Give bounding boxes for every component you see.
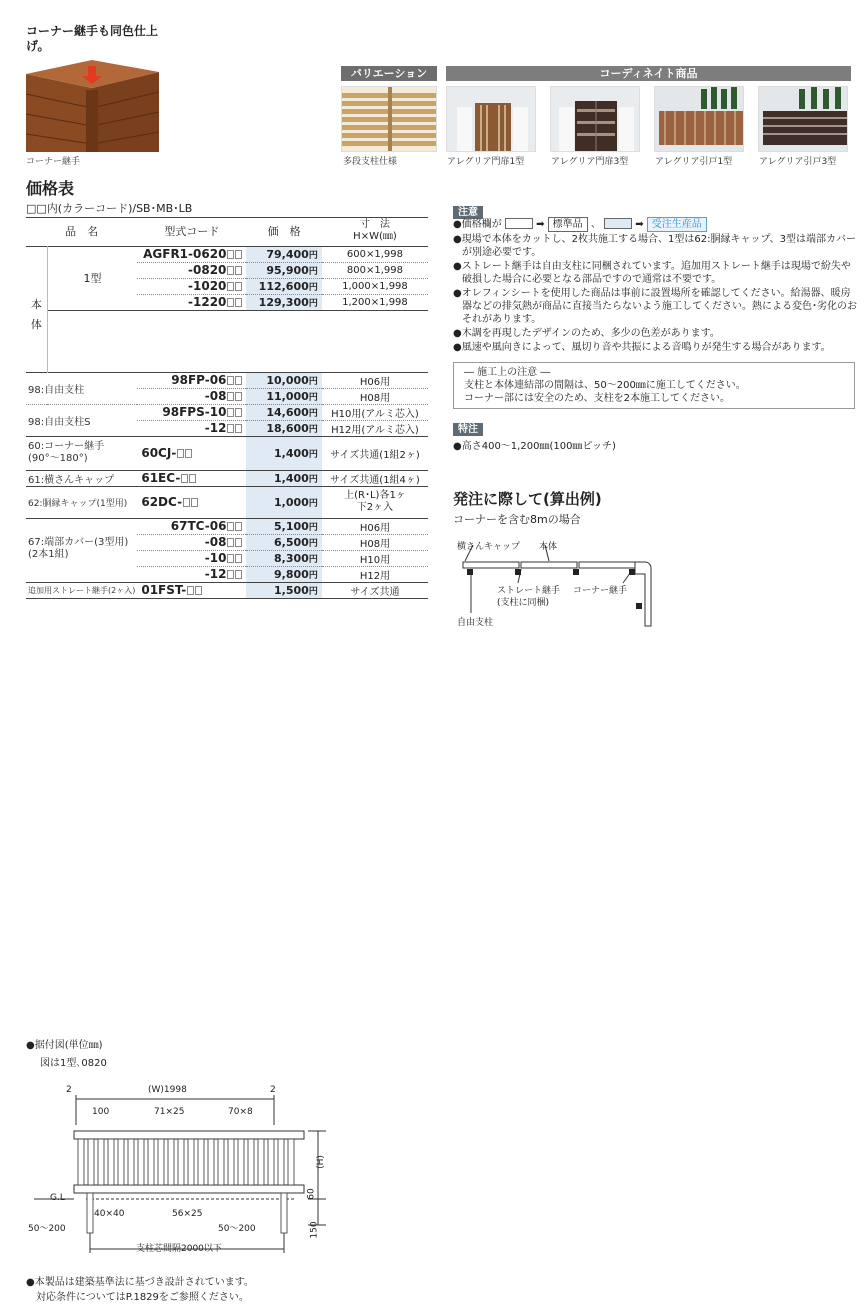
- part-size: H12用: [359, 570, 391, 582]
- part-size: サイズ共通(1組4ヶ): [330, 474, 420, 486]
- post-label: 自由支柱: [457, 618, 494, 628]
- corner-caption: コーナー継手: [26, 157, 81, 167]
- part-price: 9,800円: [246, 566, 322, 582]
- part-name: 61:横さんキャップ: [28, 474, 115, 486]
- header-code: 型式コード: [164, 224, 220, 238]
- caption-sliding-1: アレグリア引戸1型: [655, 157, 733, 167]
- dim-right-gap: 2: [270, 1085, 276, 1095]
- part-code: 98FP-06: [137, 372, 246, 388]
- part-name: 62:胴縁キャップ(1型用): [28, 498, 128, 509]
- body-label: 本 体: [26, 246, 47, 372]
- main-code: -1020: [137, 278, 246, 294]
- header-price: 価 格: [267, 224, 301, 238]
- part-price: 18,600円: [246, 420, 322, 436]
- part-code: 01FST-: [137, 582, 246, 598]
- dim-56x25: 56×25: [172, 1209, 203, 1219]
- thumb-sliding-1: [654, 86, 744, 152]
- note-item: ●ストレート継手は自由支柱に同梱されています。追加用ストレート継手は現場で紛失や破損した場合に必要となる部品ですので通常は不要です。: [453, 261, 851, 285]
- body-label: 本体: [539, 542, 558, 552]
- part-code: -12: [137, 566, 246, 582]
- dim-left-range: 50～200: [28, 1224, 66, 1234]
- made-to-order-label: 受注生産品: [647, 217, 707, 232]
- thumb-multi-post: [341, 86, 437, 152]
- order-subtitle: コーナーを含む8mの場合: [453, 513, 581, 526]
- part-price: 1,400円: [246, 436, 322, 470]
- main-price: 95,900円: [246, 262, 322, 278]
- part-name: 60:コーナー継手 (90°～180°): [28, 441, 105, 464]
- main-size: 600×1,998: [346, 248, 404, 260]
- gl-label: G.L: [50, 1193, 65, 1203]
- notes-list: [453, 217, 858, 355]
- main-code: -0820: [137, 262, 246, 278]
- part-price: 1,000円: [246, 486, 322, 518]
- thumb-gate-3: [550, 86, 640, 152]
- part-size: H08用: [359, 392, 391, 404]
- part-price: 14,600円: [246, 404, 322, 420]
- part-size: 上(R･L)各1ヶ 下2ヶ入: [344, 490, 406, 513]
- part-size: サイズ共通: [350, 586, 400, 598]
- part-size: H06用: [359, 522, 391, 534]
- dim-width: (W)1998: [148, 1085, 187, 1095]
- part-name: 67:端部カバー(3型用) (2本1組): [28, 536, 129, 560]
- type-label: 1型: [83, 272, 102, 285]
- part-name: 98:自由支柱: [28, 384, 85, 396]
- straight-label: ストレート継手: [497, 586, 561, 596]
- caption-gate-1: アレグリア門扉1型: [447, 157, 525, 167]
- caption-gate-3: アレグリア門扉3型: [551, 157, 629, 167]
- construction-note-line: 支柱と本体連結部の間隔は、50～200㎜に施工してください。: [464, 380, 746, 391]
- dim-40x40: 40×40: [94, 1209, 125, 1219]
- part-code: 98FPS-10: [137, 404, 246, 420]
- part-price: 8,300円: [246, 550, 322, 566]
- special-order-tag: 特注: [453, 423, 483, 436]
- dim-60: 60: [306, 1188, 317, 1200]
- corner-label: コーナー継手: [573, 586, 628, 596]
- note-item: ●木調を再現したデザインのため、多少の色差があります。: [453, 328, 720, 339]
- dim-right-range: 50～200: [218, 1224, 256, 1234]
- dim-spacing: 支柱芯間隔2000以下: [136, 1244, 222, 1254]
- main-code: -1220: [137, 294, 246, 310]
- part-code: -10: [137, 550, 246, 566]
- dim-100: 100: [92, 1107, 110, 1117]
- footer-note-2: 対応条件についてはP.1829をご参照ください。: [36, 1292, 249, 1303]
- main-size: 800×1,998: [346, 264, 404, 276]
- part-size: H12用(アルミ芯入): [331, 424, 419, 436]
- thumb-sliding-3: [758, 86, 848, 152]
- main-price: 129,300円: [246, 294, 322, 310]
- part-code: -08: [137, 534, 246, 550]
- thumb-gate-1: [446, 86, 536, 152]
- part-code: 67TC-06: [137, 518, 246, 534]
- note-item: ●現場で本体をカットし、2枚共施工する場合、1型は62:胴縁キャップ、3型は端部カバーが別途必要です。: [453, 234, 857, 258]
- price-table: [26, 216, 428, 599]
- part-code: 60CJ-: [137, 436, 246, 470]
- part-size: H06用: [359, 376, 391, 388]
- part-size: サイズ共通(1組2ヶ): [330, 449, 420, 461]
- part-name: 追加用ストレート継手(2ヶ入): [28, 585, 136, 595]
- main-price: 112,600円: [246, 278, 322, 294]
- header-name: 品 名: [65, 224, 99, 238]
- dim-left-gap: 2: [66, 1085, 72, 1095]
- part-size: H08用: [359, 538, 391, 550]
- dim-height: (H): [315, 1155, 326, 1169]
- installation-drawing: [26, 1085, 346, 1265]
- drawing-subtitle: 図は1型､0820: [40, 1058, 107, 1069]
- part-size: H10用: [359, 554, 391, 566]
- part-price: 1,400円: [246, 470, 322, 486]
- footer-note-1: ●本製品は建築基準法に基づき設計されています。: [26, 1277, 254, 1288]
- cap-label: 横さんキャップ: [457, 542, 521, 552]
- main-code: AGFR1-0620: [137, 246, 246, 262]
- variation-header: バリエーション: [341, 66, 437, 81]
- part-code: 61EC-: [137, 470, 246, 486]
- construction-note: [453, 362, 855, 409]
- main-size: 1,000×1,998: [342, 280, 408, 292]
- part-size: H10用(アルミ芯入): [331, 408, 419, 420]
- part-code: 62DC-: [137, 486, 246, 518]
- part-price: 10,000円: [246, 372, 322, 388]
- standard-label: 標準品: [548, 217, 588, 232]
- note-legend: ●価格欄が ➡ 標準品 、 ➡ 受注生産品: [453, 217, 858, 232]
- part-name: 98:自由支柱S: [28, 416, 91, 428]
- dim-71x25: 71×25: [154, 1107, 185, 1117]
- corner-title: コーナー継手も同色仕上げ。: [26, 24, 159, 53]
- part-code: -12: [137, 420, 246, 436]
- color-code-note: □□内(カラーコード)/SB･MB･LB: [26, 200, 428, 218]
- part-code: -08: [137, 388, 246, 404]
- note-item: ●風速や風向きによって、風切り音や共振による音鳴りが発生する場合があります。: [453, 342, 831, 353]
- drawing-title: ●据付図(単位㎜): [26, 1040, 103, 1051]
- caption-multi-post: 多段支柱仕様: [343, 157, 398, 167]
- order-diagram: [453, 535, 663, 635]
- main-size: 1,200×1,998: [342, 296, 408, 308]
- part-price: 11,000円: [246, 388, 322, 404]
- part-price: 6,500円: [246, 534, 322, 550]
- order-title: 発注に際して(算出例): [453, 490, 602, 508]
- straight-sub-label: (支柱に同梱): [497, 598, 550, 608]
- corner-joint-image: [26, 60, 159, 152]
- construction-note-title: ― 施工上の注意 ―: [464, 367, 551, 378]
- coordinate-header: コーディネイト商品: [446, 66, 851, 81]
- note-item: ●オレフィンシートを使用した商品は事前に設置場所を確認してください。給湯器、暖房器などの排気熱が商品に直接当たらないよう施工してください。熱による変色･劣化のおそれがあります。: [453, 288, 857, 325]
- header-size: 寸 法 H×W(㎜): [353, 218, 397, 242]
- caption-sliding-3: アレグリア引戸3型: [759, 157, 837, 167]
- construction-note-line: コーナー部には安全のため、支柱を2本施工してください。: [464, 393, 730, 404]
- main-price: 79,400円: [246, 246, 322, 262]
- dim-150: 150: [309, 1221, 320, 1239]
- dim-70x8: 70×8: [228, 1107, 253, 1117]
- price-table-title: 価格表: [26, 179, 75, 198]
- note-tag: 注意: [453, 206, 483, 219]
- special-order-text: ●高さ400～1,200㎜(100㎜ピッチ): [453, 441, 616, 452]
- part-price: 1,500円: [246, 582, 322, 598]
- part-price: 5,100円: [246, 518, 322, 534]
